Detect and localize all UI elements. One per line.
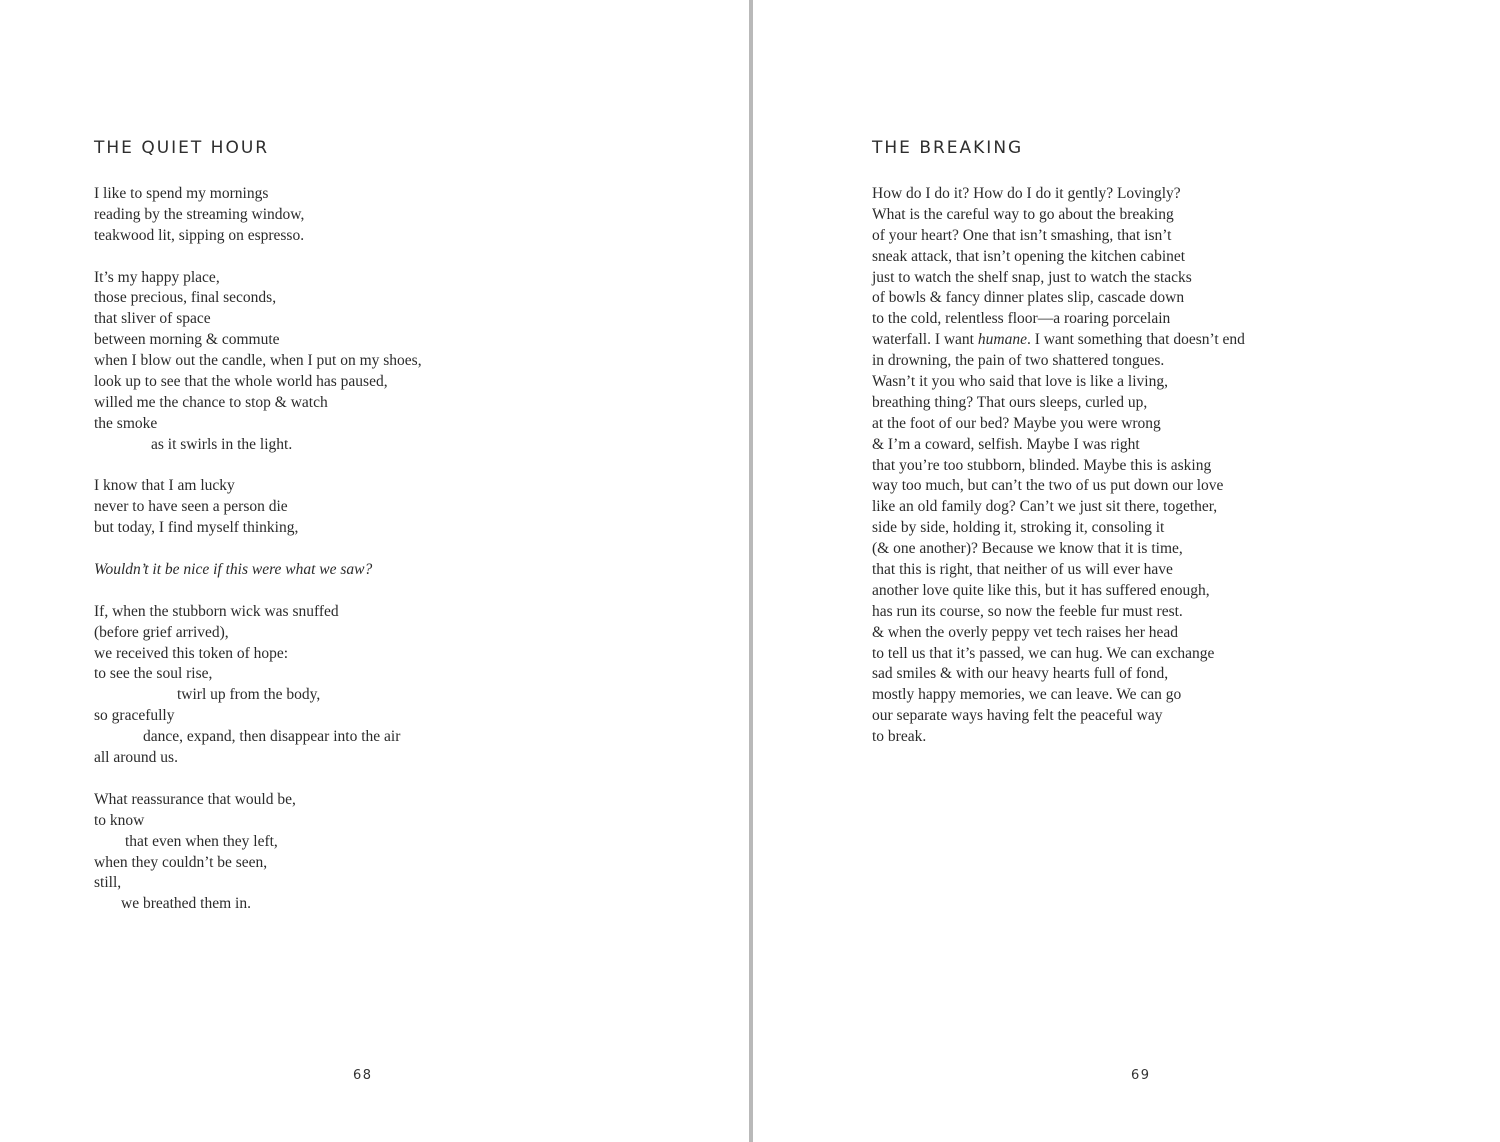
poem-line-indented: dance, expand, then disappear into the air (143, 728, 401, 746)
stanza-break (94, 456, 422, 477)
poem-line: & when the overly peppy vet tech raises her head (872, 623, 1179, 641)
poem-line: I like to spend my mornings (94, 185, 269, 202)
poem-line-indented: we breathed them in. (121, 895, 251, 913)
poem-line: to see the soul rise, (94, 665, 213, 683)
poem-line: our separate ways having felt the peaceful way (872, 707, 1163, 725)
poem-line: another love quite like this, but it has suffered enough, (872, 581, 1210, 599)
poem-line: way too much, but can’t the two of us put down our love (872, 477, 1224, 495)
poem-line: of your heart? One that isn’t smashing, that isn’t (872, 226, 1172, 244)
right-page (753, 0, 1500, 1142)
poem-line (872, 330, 1245, 351)
poem-line: to break. (872, 728, 927, 746)
poem-line: between morning & commute (94, 331, 280, 349)
left-page (0, 0, 749, 1142)
poem-line: just to watch the shelf snap, just to watch the stacks (872, 268, 1192, 286)
poem-line: like an old family dog? Can’t we just sit there, together, (872, 498, 1218, 516)
poem-line: What is the careful way to go about the breaking (872, 205, 1174, 223)
poem-body (872, 184, 1245, 748)
poem-line: & I’m a coward, selfish. Maybe I was right (872, 435, 1140, 453)
poem-line: still, (94, 874, 122, 892)
stanza-break (94, 769, 422, 790)
poem-line: but today, I find myself thinking, (94, 519, 299, 537)
poem-line: to the cold, relentless floor—a roaring porcelain (872, 310, 1171, 328)
poem-line: those precious, final seconds, (94, 289, 277, 307)
poem-line: sad smiles & with our heavy hearts full of fond, (872, 665, 1169, 683)
poem-line: that this is right, that neither of us will ever have (872, 561, 1173, 579)
poem-line: mostly happy memories, we can leave. We can go (872, 686, 1182, 704)
poem-line: reading by the streaming window, (94, 205, 305, 223)
poem-line: It’s my happy place, (94, 268, 220, 286)
poem-title: THE BREAKING (872, 138, 1024, 158)
poem-line: side by side, holding it, stroking it, consoling it (872, 519, 1165, 537)
poem-line: at the foot of our bed? Maybe you were wrong (872, 414, 1161, 432)
poem-line: the smoke (94, 414, 158, 432)
poem-line: I know that I am lucky (94, 477, 235, 495)
poem-line: in drowning, the pain of two shattered tongues. (872, 352, 1165, 370)
page-number: 68 (353, 1068, 373, 1083)
poem-line: all around us. (94, 749, 178, 767)
poem-title: THE QUIET HOUR (94, 138, 270, 158)
poem-line-indented: that even when they left, (125, 832, 278, 850)
poem-line: (before grief arrived), (94, 623, 229, 641)
poem-line: willed me the chance to stop & watch (94, 393, 328, 411)
stanza-break (94, 247, 422, 268)
poem-line-segment: waterfall. I want (872, 331, 978, 349)
poem-line: when I blow out the candle, when I put on my shoes, (94, 352, 422, 370)
poem-line: that you’re too stubborn, blinded. Maybe this is asking (872, 456, 1212, 474)
poem-line: Wasn’t it you who said that love is like a living, (872, 373, 1168, 391)
stanza-break (94, 581, 422, 602)
poem-line: sneak attack, that isn’t opening the kitchen cabinet (872, 247, 1186, 265)
poem-line: How do I do it? How do I do it gently? Lovingly? (872, 185, 1181, 202)
poem-line: teakwood lit, sipping on espresso. (94, 226, 305, 244)
poem-line-italic: Wouldn’t it be nice if this were what we saw? (94, 561, 373, 579)
poem-line-segment: . I want something that doesn’t end (1026, 331, 1245, 349)
poem-line-indented: as it swirls in the light. (151, 435, 293, 453)
stanza-break (94, 539, 422, 560)
page-number: 69 (1131, 1068, 1151, 1083)
poem-line: when they couldn’t be seen, (94, 853, 268, 871)
emphasized-word: humane (977, 331, 1027, 349)
poem-body (94, 184, 422, 915)
poem-line: has run its course, so now the feeble fur must rest. (872, 602, 1183, 620)
poem-line: that sliver of space (94, 310, 211, 328)
poem-line: to know (94, 811, 145, 829)
poem-line: never to have seen a person die (94, 498, 288, 516)
poem-line: breathing thing? That ours sleeps, curled up, (872, 393, 1148, 411)
poem-line: look up to see that the whole world has paused, (94, 373, 388, 391)
poem-line: What reassurance that would be, (94, 790, 296, 808)
poem-line: If, when the stubborn wick was snuffed (94, 602, 339, 620)
poem-line: of bowls & fancy dinner plates slip, cascade down (872, 289, 1185, 307)
poem-line: so gracefully (94, 707, 175, 725)
poem-line: (& one another)? Because we know that it is time, (872, 540, 1183, 558)
poem-line: we received this token of hope: (94, 644, 289, 662)
poem-line: to tell us that it’s passed, we can hug. We can exchange (872, 644, 1215, 662)
poem-line-indented: twirl up from the body, (177, 686, 321, 704)
